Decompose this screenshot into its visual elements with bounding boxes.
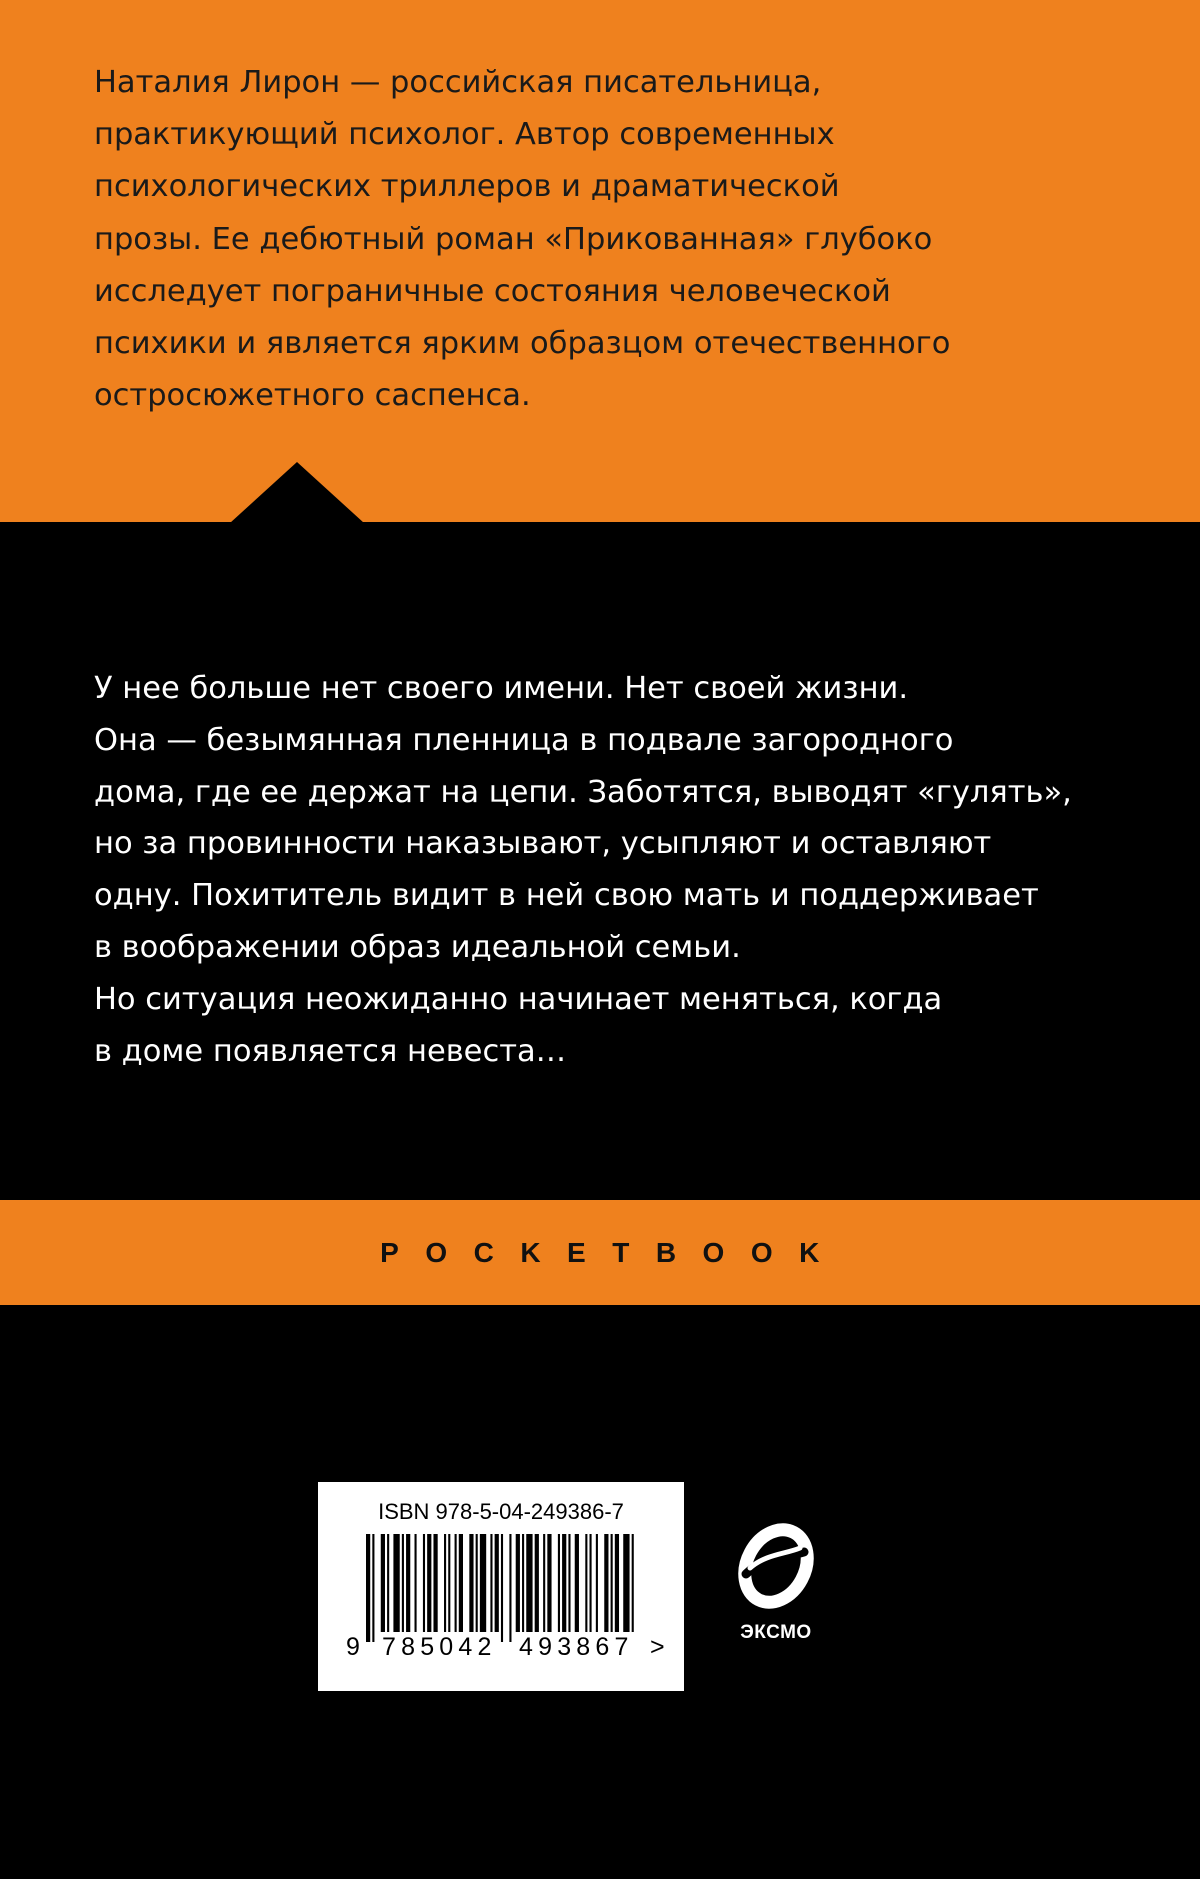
barcode-bar — [632, 1534, 634, 1632]
barcode-bar — [495, 1534, 499, 1632]
barcode-right-group: 493867 — [519, 1633, 634, 1661]
barcode-bar — [459, 1534, 463, 1632]
blurb-line: У нее больше нет своего имени. Нет своей жизни. — [94, 671, 909, 706]
barcode-bar — [480, 1534, 486, 1632]
barcode-digits — [346, 1633, 666, 1663]
barcode-bar — [611, 1534, 613, 1632]
barcode-bar — [415, 1534, 417, 1632]
barcode-bar — [372, 1534, 374, 1642]
barcode-bar — [406, 1534, 410, 1632]
author-bio-line: остросюжетного саспенса. — [94, 378, 531, 414]
barcode-quiet-zone-marker: > — [650, 1633, 665, 1661]
barcode-bar — [433, 1534, 437, 1632]
eksmo-logo-icon — [728, 1518, 824, 1618]
barcode-bar — [562, 1534, 566, 1632]
barcode-bar — [543, 1534, 545, 1632]
barcode-left-group: 785042 — [382, 1633, 497, 1661]
author-bio-line: исследует пограничные состояния человеческой — [94, 273, 891, 309]
barcode-bar — [501, 1534, 503, 1642]
book-blurb — [94, 663, 1154, 1077]
publisher-name: ЭКСМО — [740, 1622, 812, 1643]
barcode-bar — [547, 1534, 551, 1632]
author-bio-line: практикующий психолог. Автор современных — [94, 117, 835, 153]
publisher-logo — [728, 1518, 824, 1653]
barcode-bar — [509, 1534, 511, 1642]
blurb-line: Она — безымянная пленница в подвале загородного — [94, 722, 954, 758]
barcode-bar — [393, 1534, 399, 1632]
barcode-bar — [596, 1534, 598, 1632]
isbn-barcode-block — [318, 1482, 684, 1691]
barcode-bar — [469, 1534, 473, 1632]
barcode-bar — [455, 1534, 457, 1632]
panel-pointer-triangle — [230, 462, 364, 523]
barcode-bar — [444, 1534, 446, 1632]
barcode-bar — [590, 1534, 592, 1632]
blurb-line: в доме появляется невеста… — [94, 1033, 567, 1069]
author-bio-line: Наталия Лирон — российская писательница, — [94, 65, 822, 100]
blurb-line: одну. Похититель видит в ней свою мать и поддерживает — [94, 878, 1039, 914]
author-panel — [0, 0, 1200, 522]
barcode-bar — [558, 1534, 560, 1632]
barcode-bar — [623, 1534, 629, 1632]
barcode-bar — [381, 1534, 385, 1632]
author-bio-line: прозы. Ее дебютный роман «Прикованная» глубоко — [94, 221, 933, 257]
barcode-bar — [476, 1534, 478, 1632]
blurb-line: в воображении образ идеальной семьи. — [94, 929, 741, 965]
barcode-bar — [402, 1534, 404, 1632]
barcode-bar — [490, 1534, 492, 1632]
isbn-number: ISBN 978-5-04-249386-7 — [378, 1499, 624, 1524]
barcode-bar — [366, 1534, 370, 1642]
barcode-bar — [427, 1534, 431, 1632]
blurb-line: дома, где ее держат на цепи. Заботятся, выводят «гулять», — [94, 774, 1072, 810]
barcode-bar — [585, 1534, 587, 1632]
author-bio-line: психологических триллеров и драматической — [94, 169, 840, 205]
barcode-bar — [448, 1534, 450, 1632]
blurb-line: но за провинности наказывают, усыпляют и оставляют — [94, 826, 992, 862]
author-bio-line: психики и является ярким образцом отечественного — [94, 326, 951, 362]
barcode-bar — [615, 1534, 619, 1632]
barcode-bar — [522, 1534, 524, 1632]
barcode-bar — [423, 1534, 425, 1632]
author-bio — [94, 57, 1154, 422]
barcode-lead-digit: 9 — [346, 1633, 360, 1661]
barcode-bar — [604, 1534, 608, 1632]
series-band — [0, 1200, 1200, 1305]
barcode-bar — [568, 1534, 570, 1632]
barcode-bar — [526, 1534, 532, 1632]
barcode-bar — [387, 1534, 389, 1632]
barcode-bar — [575, 1534, 579, 1632]
barcode-bar — [516, 1534, 520, 1632]
barcode-bar — [535, 1534, 539, 1632]
series-label: POCKETBOOK — [380, 1236, 846, 1268]
blurb-line: Но ситуация неожиданно начинает меняться, когда — [94, 981, 943, 1017]
